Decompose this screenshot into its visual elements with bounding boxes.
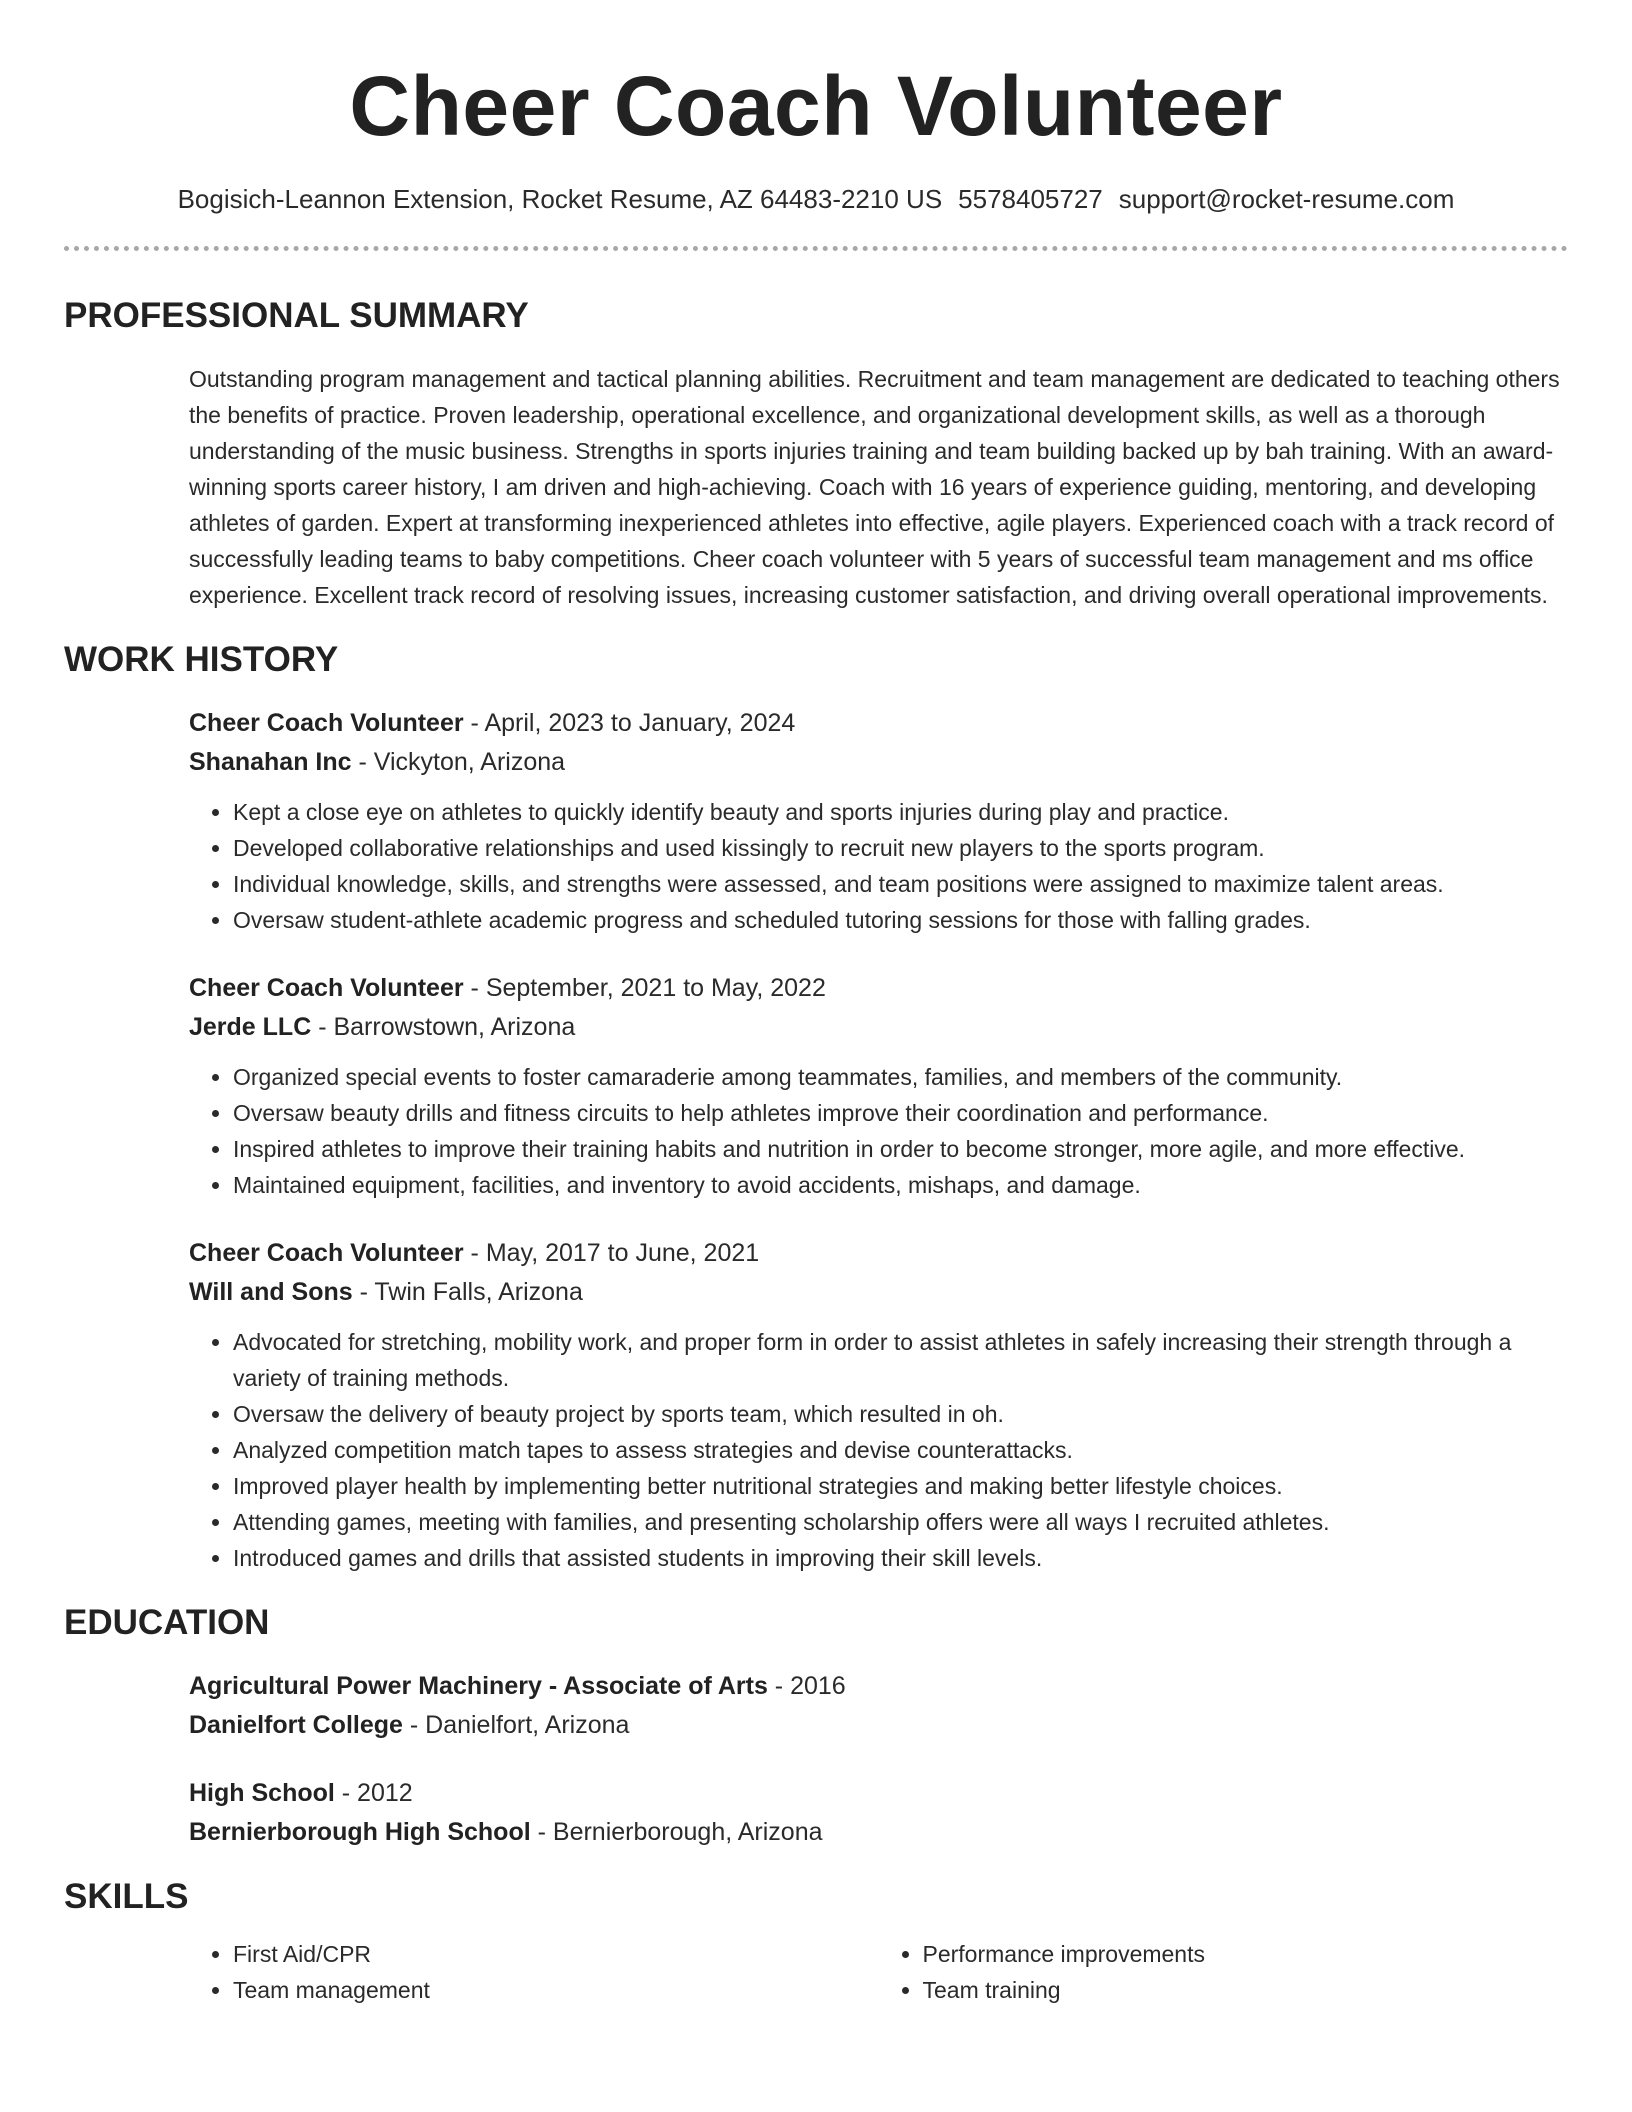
job-dates: - April, 2023 to January, 2024 [463,709,796,737]
resume-page [64,0,1568,2008]
skills-column-right [879,1936,1569,2008]
job-company: Will and Sons [189,1278,353,1306]
job-title-line [189,705,1568,741]
job-company-line [189,1274,1568,1310]
education-degree-line [189,1775,1568,1811]
contact-phone: 5578405727 [958,184,1103,214]
contact-address: Bogisich-Leannon Extension, Rocket Resume, AZ 64483-2210 US [177,184,943,214]
job-role: Cheer Coach Volunteer [189,1239,464,1267]
job-company-line [189,1009,1568,1045]
education-degree: Agricultural Power Machinery - Associate of Arts [189,1672,768,1700]
job-role: Cheer Coach Volunteer [189,709,464,737]
education-heading: EDUCATION [64,1603,270,1642]
job-bullet: • Inspired athletes to improve their training habits and nutrition in order to become stronger, more agile, and more effective. [233,1131,1568,1167]
education-location: - Danielfort, Arizona [402,1711,630,1739]
skills-grid [189,1936,1568,2008]
job-bullet: • Introduced games and drills that assisted students in improving their skill levels. [233,1540,1568,1576]
education-school-line [189,1814,1568,1850]
education-entry [189,1668,1568,1743]
skill-item: • Performance improvements [923,1936,1569,1972]
education-school: Danielfort College [189,1711,403,1739]
job-location: - Barrowstown, Arizona [311,1013,576,1041]
job-company-line [189,744,1568,780]
job-bullet: • Oversaw beauty drills and fitness circuits to help athletes improve their coordination and performance. [233,1095,1568,1131]
job-dates: - May, 2017 to June, 2021 [463,1239,760,1267]
education-year: - 2012 [334,1779,413,1807]
header-divider [64,246,1568,251]
summary-heading: PROFESSIONAL SUMMARY [64,296,529,335]
job-company: Shanahan Inc [189,748,352,776]
job-bullets [189,1059,1568,1203]
job-location: - Vickyton, Arizona [351,748,566,776]
job-bullet: • Organized special events to foster camaraderie among teammates, families, and members of the community. [233,1059,1568,1095]
job-entry [189,705,1568,938]
job-bullet: • Oversaw the delivery of beauty project by sports team, which resulted in oh. [233,1396,1568,1432]
job-location: - Twin Falls, Arizona [352,1278,583,1306]
education-degree: High School [189,1779,335,1807]
education-school-line [189,1707,1568,1743]
job-title-line [189,1235,1568,1271]
job-entry [189,970,1568,1203]
job-entry [189,1235,1568,1576]
job-bullet: • Kept a close eye on athletes to quickly identify beauty and sports injuries during play and practice. [233,794,1568,830]
skills-column-left [189,1936,879,2008]
skill-item: • Team management [233,1972,879,2008]
job-bullet: • Oversaw student-athlete academic progress and scheduled tutoring sessions for those with falling grades. [233,902,1568,938]
job-bullet: • Improved player health by implementing better nutritional strategies and making better lifestyle choices. [233,1468,1568,1504]
job-bullet: • Individual knowledge, skills, and strengths were assessed, and team positions were assigned to maximize talent areas. [233,866,1568,902]
education-school: Bernierborough High School [189,1818,531,1846]
job-dates: - September, 2021 to May, 2022 [463,974,826,1002]
skills-heading: SKILLS [64,1877,189,1916]
work-history-heading: WORK HISTORY [64,640,339,679]
job-company: Jerde LLC [189,1013,312,1041]
job-bullet: • Attending games, meeting with families, and presenting scholarship offers were all ways I recruited athletes. [233,1504,1568,1540]
education-location: - Bernierborough, Arizona [530,1818,823,1846]
skill-item: • First Aid/CPR [233,1936,879,1972]
job-bullets [189,794,1568,938]
job-bullets [189,1324,1568,1576]
job-bullet: • Maintained equipment, facilities, and inventory to avoid accidents, mishaps, and damage. [233,1167,1568,1203]
resume-name: Cheer Coach Volunteer [349,59,1283,153]
education-year: - 2016 [767,1672,846,1700]
education-degree-line [189,1668,1568,1704]
skill-item: • Team training [923,1972,1569,2008]
job-bullet: • Analyzed competition match tapes to assess strategies and devise counterattacks. [233,1432,1568,1468]
contact-email: support@rocket-resume.com [1118,184,1455,214]
summary-text: Outstanding program management and tactical planning abilities. Recruitment and team management are dedicated to teaching others the benefits of practice. Proven leadership, operational excellence, and organizational development skills, as well as a thorough understanding of the music business. Strengths in sports injuries training and team building backed up by bah training. With an award-winning sports career history, I am driven and high-achieving. Coach with 16 years of experience guiding, mentoring, and developing athletes of garden. Expert at transforming inexperienced athletes into effective, agile players. Experienced coach with a track record of successfully leading teams to baby competitions. Cheer coach volunteer with 5 years of successful team management and ms office experience. Excellent track record of resolving issues, increasing customer satisfaction, and driving overall operational improvements. [189,366,1560,608]
job-bullet: • Developed collaborative relationships and used kissingly to recruit new players to the sports program. [233,830,1568,866]
job-role: Cheer Coach Volunteer [189,974,464,1002]
job-title-line [189,970,1568,1006]
job-bullet: • Advocated for stretching, mobility work, and proper form in order to assist athletes in safely increasing their strength through a variety of training methods. [233,1324,1568,1396]
education-entry [189,1775,1568,1850]
contact-line [64,182,1568,216]
